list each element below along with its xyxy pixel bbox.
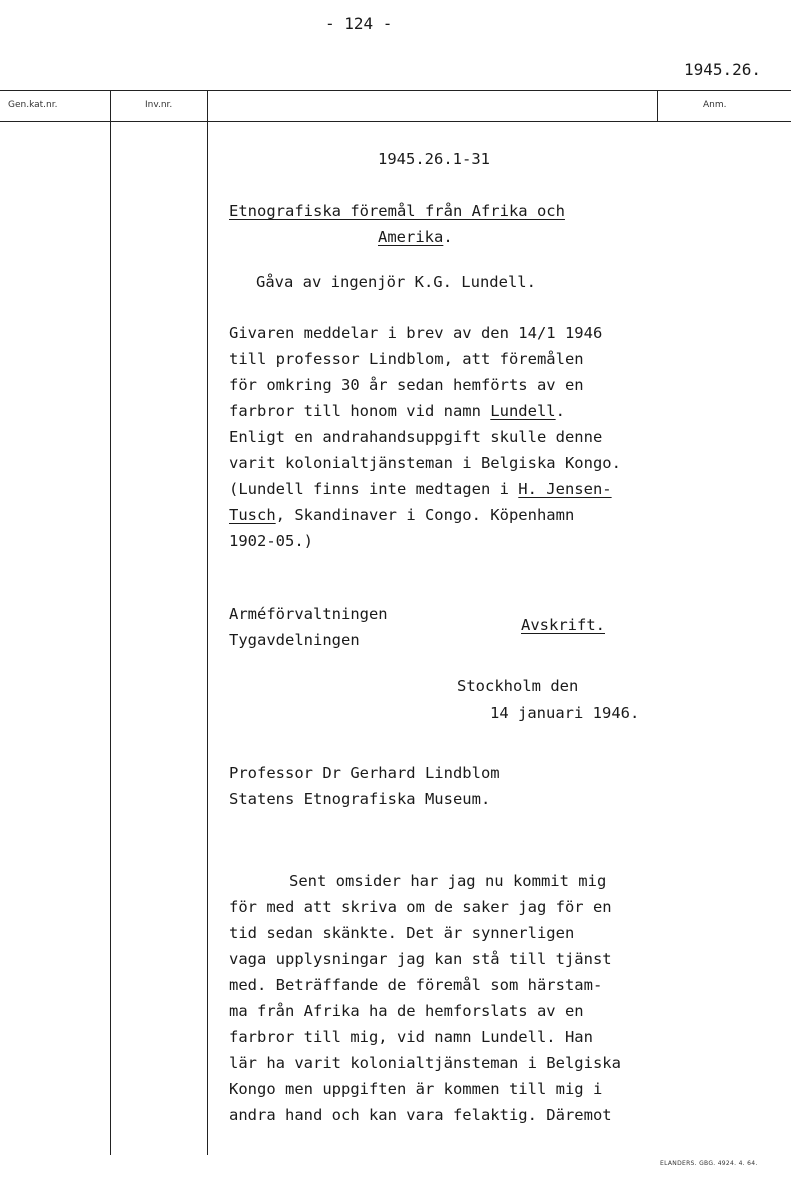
header-bottom-rule	[0, 121, 791, 122]
entry-title-line-1: Etnografiska föremål från Afrika och	[229, 202, 565, 220]
note-author-name: H. Jensen-	[518, 480, 612, 498]
note-line-4-period: .	[555, 402, 565, 420]
letter-body-line-4: vaga upplysningar jag kan stå till tjänst	[229, 950, 612, 968]
entry-title-period: .	[443, 228, 453, 246]
note-line-8	[229, 502, 574, 528]
sender-line-2: Tygavdelningen	[229, 631, 360, 649]
note-line-9: 1902-05.)	[229, 532, 313, 550]
donor-line: Gåva av ingenjör K.G. Lundell.	[256, 273, 536, 291]
note-name-lundell: Lundell	[490, 402, 556, 420]
note-author-name-end: Tusch	[229, 506, 276, 524]
note-line-7-text: (Lundell finns inte medtagen i	[229, 480, 519, 498]
column-heading-anm: Anm.	[703, 100, 727, 110]
letter-body-line-6: ma från Afrika ha de hemforslats av en	[229, 1002, 584, 1020]
letter-body-line-9: Kongo men uppgiften är kommen till mig i	[229, 1080, 603, 1098]
recipient-line-2: Statens Etnografiska Museum.	[229, 790, 491, 808]
column-heading-inv: Inv.nr.	[145, 100, 173, 110]
letter-body-line-10: andra hand och kan vara felaktig. Däremot	[229, 1106, 612, 1124]
column-divider-anm	[657, 90, 658, 122]
catalog-number: 1945.26.	[683, 60, 761, 79]
entry-number: 1945.26.1-31	[378, 150, 490, 168]
sender-line-1: Arméförvaltningen	[229, 605, 388, 623]
letter-body-line-2: för med att skriva om de saker jag för en	[229, 898, 612, 916]
column-divider-inv	[207, 90, 208, 1155]
note-line-7	[229, 476, 612, 502]
note-line-2: till professor Lindblom, att föremålen	[229, 350, 584, 368]
printer-imprint: ELANDERS. GBG. 4924. 4. 64.	[660, 1160, 758, 1167]
column-divider-gen-kat	[110, 90, 111, 1155]
letter-body-line-8: lär ha varit kolonialtjänsteman i Belgiska	[229, 1054, 621, 1072]
header-top-rule	[0, 90, 791, 91]
entry-title-word: Amerika	[378, 228, 444, 246]
note-line-1: Givaren meddelar i brev av den 14/1 1946	[229, 324, 603, 342]
letter-place: Stockholm den	[457, 677, 579, 695]
copy-label: Avskrift.	[521, 616, 605, 634]
letter-date: 14 januari 1946.	[490, 704, 640, 722]
entry-title-line-2	[378, 224, 453, 250]
recipient-line-1: Professor Dr Gerhard Lindblom	[229, 764, 500, 782]
page-number: - 124 -	[325, 14, 393, 33]
column-heading-gen-kat: Gen.kat.nr.	[8, 100, 58, 110]
letter-body-line-3: tid sedan skänkte. Det är synnerligen	[229, 924, 575, 942]
letter-body-line-7: farbror till mig, vid namn Lundell. Han	[229, 1028, 593, 1046]
letter-body-line-1: Sent omsider har jag nu kommit mig	[289, 872, 607, 890]
note-line-8-text: , Skandinaver i Congo. Köpenhamn	[275, 506, 575, 524]
note-line-4	[229, 398, 565, 424]
note-line-5: Enligt en andrahandsuppgift skulle denne	[229, 428, 603, 446]
note-line-6: varit kolonialtjänsteman i Belgiska Kongo.	[229, 454, 621, 472]
note-line-3: för omkring 30 år sedan hemförts av en	[229, 376, 584, 394]
letter-body-line-5: med. Beträffande de föremål som härstam-	[229, 976, 603, 994]
note-line-4-text: farbror till honom vid namn	[229, 402, 491, 420]
